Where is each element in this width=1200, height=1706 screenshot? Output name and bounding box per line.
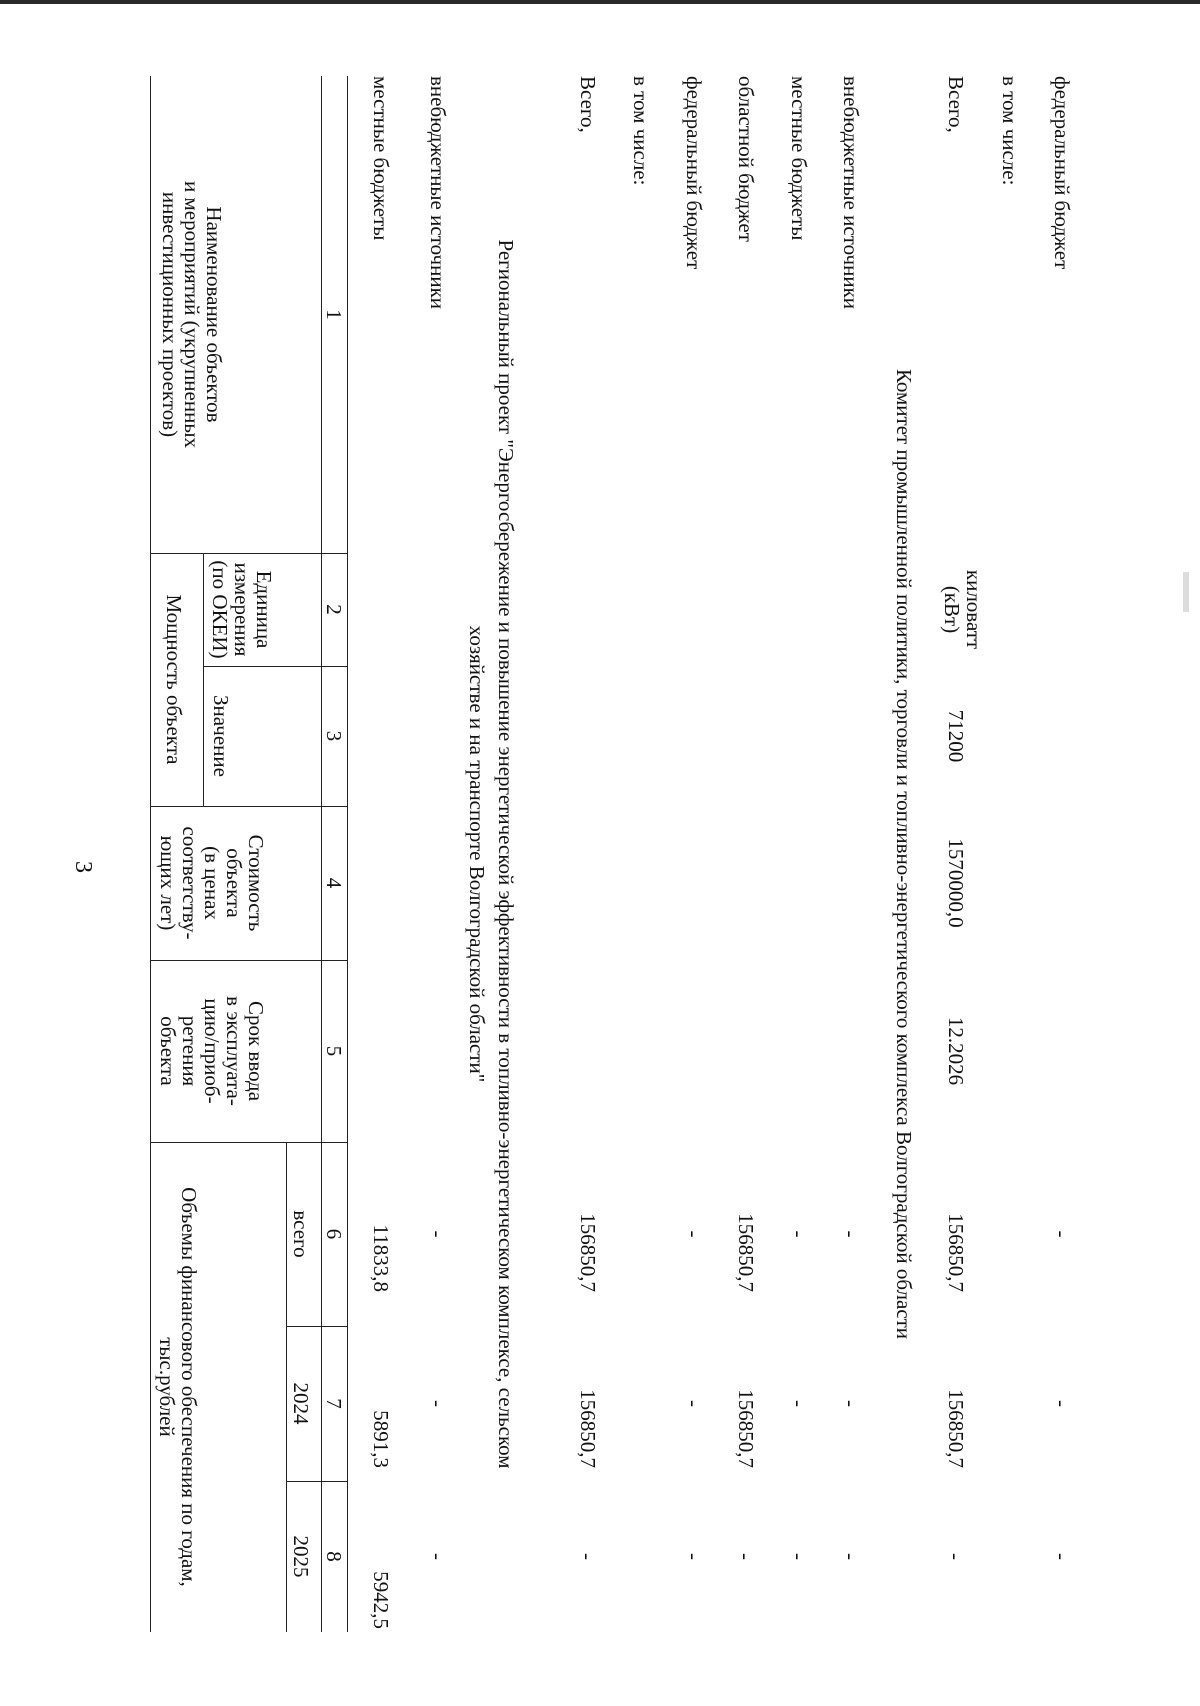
header-col5-line: в эксплуата- bbox=[222, 996, 246, 1106]
header-col4-line: ющих лет) bbox=[156, 835, 180, 931]
cell-col6: - bbox=[426, 1230, 450, 1238]
row-label: областной бюджет bbox=[734, 76, 758, 242]
cell-col2-line: киловатт bbox=[962, 569, 986, 650]
section-title-regional-project bbox=[462, 76, 520, 1632]
cell-col6: - bbox=[1050, 1230, 1074, 1238]
row-label: местные бюджеты bbox=[787, 76, 811, 241]
cell-col6: - bbox=[682, 1230, 706, 1238]
cell-col6: 156850,7 bbox=[944, 1213, 968, 1292]
cell-col8: - bbox=[839, 1553, 863, 1560]
col-number: 4 bbox=[322, 877, 346, 889]
col-number: 6 bbox=[322, 1228, 346, 1240]
cell-col7: 156850,7 bbox=[576, 1389, 600, 1468]
section-title-committee bbox=[889, 76, 918, 1632]
row-label: в том числе: bbox=[629, 76, 653, 186]
row-label: внебюджетные источники bbox=[426, 76, 450, 310]
header-col8: 2025 bbox=[289, 1535, 313, 1578]
cell-col8: - bbox=[944, 1553, 968, 1560]
row-label: местные бюджеты bbox=[369, 76, 393, 241]
cell-col7: 156850,7 bbox=[944, 1389, 968, 1468]
header-col2-line: измерения bbox=[230, 562, 254, 657]
cell-col8: - bbox=[734, 1553, 758, 1560]
cell-col6: 156850,7 bbox=[734, 1213, 758, 1292]
page-number: 3 bbox=[70, 861, 96, 873]
header-subgroup-line-power bbox=[203, 553, 204, 806]
header-col5-line: объекта bbox=[156, 1016, 180, 1086]
row-label: Всего, bbox=[576, 76, 600, 133]
cell-col7: 5891,3 bbox=[369, 1410, 393, 1468]
cell-col4: 1570000,0 bbox=[944, 838, 968, 928]
cell-col8: - bbox=[787, 1553, 811, 1560]
cell-col8: - bbox=[426, 1553, 450, 1560]
col-number: 5 bbox=[322, 1045, 346, 1057]
header-col2-line: (по ОКЕИ) bbox=[208, 560, 232, 659]
cell-col6: 11833,8 bbox=[369, 1224, 393, 1292]
col-number: 1 bbox=[322, 309, 346, 320]
header-subgroup-line-fin bbox=[286, 1142, 287, 1632]
cell-col7: - bbox=[426, 1400, 450, 1407]
cell-col8: - bbox=[576, 1553, 600, 1560]
header-col2 bbox=[209, 553, 275, 666]
cell-col6: 156850,7 bbox=[576, 1213, 600, 1292]
section-title-line: Комитет промышленной политики, торговли и топливно-энергетического комплекса Волгоградской области bbox=[892, 368, 916, 1340]
cell-col6: - bbox=[839, 1230, 863, 1238]
header-col6: всего bbox=[289, 1210, 313, 1258]
header-col5-line: цию/приоб- bbox=[200, 998, 224, 1104]
cell-col6: - bbox=[787, 1230, 811, 1238]
header-fin-group bbox=[156, 1142, 200, 1632]
header-col7: 2024 bbox=[289, 1382, 313, 1425]
cell-col2-line: (кВт) bbox=[940, 585, 964, 634]
header-col1 bbox=[159, 76, 225, 553]
col-number: 3 bbox=[322, 730, 346, 742]
header-col4-line: объекта bbox=[222, 848, 246, 918]
header-col2-line: Единица bbox=[252, 570, 276, 649]
header-col5-line: ретения bbox=[178, 1015, 202, 1087]
header-fin-line: Объемы финансового обеспечения по годам, bbox=[177, 1187, 201, 1587]
header-col5 bbox=[157, 960, 267, 1142]
row-label: федеральный бюджет bbox=[682, 76, 706, 270]
header-col4 bbox=[157, 806, 267, 960]
cell-col7: - bbox=[682, 1400, 706, 1407]
header-col4-line: Стоимость bbox=[244, 834, 268, 932]
row-label: в том числе: bbox=[998, 76, 1022, 186]
header-power-group: Мощность объекта bbox=[162, 594, 186, 765]
header-top-border bbox=[150, 76, 151, 1632]
cell-col7: 156850,7 bbox=[734, 1389, 758, 1468]
cell-col7: - bbox=[787, 1400, 811, 1407]
col-number: 8 bbox=[322, 1551, 346, 1562]
cell-col3: 71200 bbox=[944, 709, 968, 763]
header-col3: Значение bbox=[209, 695, 233, 777]
cell-col8: - bbox=[682, 1553, 706, 1560]
row-label: федеральный бюджет bbox=[1050, 76, 1074, 270]
cell-col7: - bbox=[839, 1400, 863, 1407]
header-fin-line: тыс.рублей bbox=[155, 1337, 179, 1437]
header-col4-line: соответству- bbox=[178, 826, 202, 940]
cell-col2 bbox=[941, 553, 985, 666]
row-label: Всего, bbox=[944, 76, 968, 133]
row-label: внебюджетные источники bbox=[839, 76, 863, 310]
header-col1-line: Наименование объектов bbox=[202, 206, 226, 423]
cell-col8: 5942,5 bbox=[369, 1571, 393, 1629]
section-title-line: хозяйстве и на транспорте Волгоградской области" bbox=[465, 625, 489, 1083]
header-bottom-border bbox=[347, 76, 348, 1632]
header-col5-line: Срок ввода bbox=[244, 1000, 268, 1102]
cell-col5: 12.2026 bbox=[944, 1016, 968, 1086]
section-title-line: Региональный проект "Энергосбережение и повышение энергетической эффективности в топливно-энергетическом комплексе, сельском bbox=[494, 239, 518, 1469]
header-col1-line: и мероприятий (укрупненных bbox=[180, 181, 204, 448]
header-col4-line: (в ценах bbox=[200, 846, 224, 920]
col-number: 2 bbox=[322, 604, 346, 615]
col-number: 7 bbox=[322, 1398, 346, 1409]
cell-col8: - bbox=[1050, 1553, 1074, 1560]
cell-col7: - bbox=[1050, 1400, 1074, 1407]
header-col1-line: инвестиционных проектов) bbox=[158, 191, 182, 438]
